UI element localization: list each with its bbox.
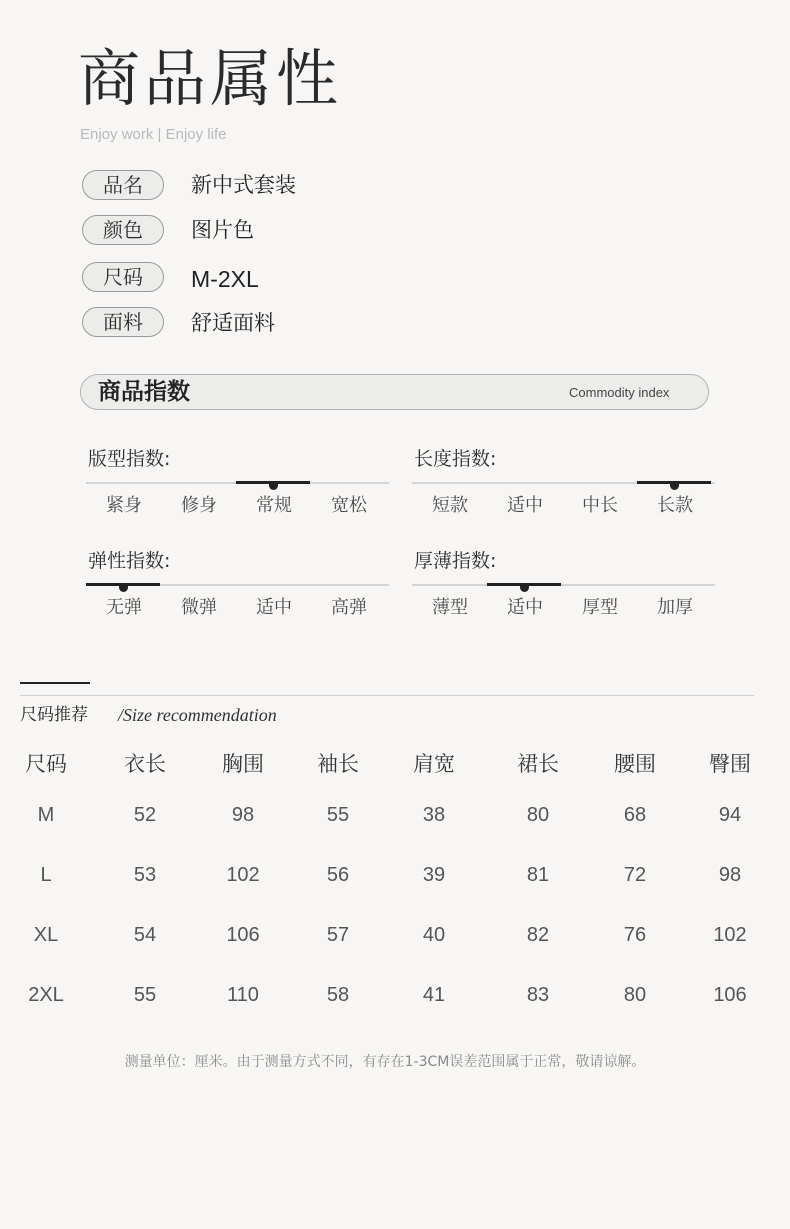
table-cell: 98 [231,804,255,826]
table-header-cell: 裙长 [517,752,559,776]
table-header-cell: 胸围 [222,752,264,776]
index-option: 紧身 [106,495,142,516]
table-cell: 106 [713,984,747,1006]
index-group-title: 厚薄指数: [414,550,497,572]
table-cell: 102 [713,924,747,946]
index-option: 适中 [507,495,543,516]
table-cell: 98 [718,864,742,886]
table-cell: 57 [326,924,350,946]
measurement-note: 测量单位：厘米。由于测量方式不同，有存在1-3CM误差范围属于正常，敬请谅解。 [124,1054,646,1070]
table-cell: 52 [133,804,157,826]
index-option: 厚型 [582,597,618,618]
table-cell: 76 [623,924,647,946]
table-cell: 53 [133,864,157,886]
table-cell: 102 [226,864,260,886]
index-option: 薄型 [432,597,468,618]
index-option: 宽松 [331,495,367,516]
index-option: 短款 [432,495,468,516]
index-group-title: 弹性指数: [88,550,171,572]
table-cell: 80 [526,804,550,826]
table-cell: 80 [623,984,647,1006]
table-cell: 41 [422,984,446,1006]
attr-label-size: 尺码 [82,262,164,292]
commodity-index-title: 商品指数 [98,379,190,405]
table-cell: 58 [326,984,350,1006]
table-header-cell: 腰围 [614,752,656,776]
table-cell: 54 [133,924,157,946]
table-cell: 82 [526,924,550,946]
table-cell: 83 [526,984,550,1006]
table-cell: XL [33,924,59,946]
table-cell: 72 [623,864,647,886]
table-cell: M [37,804,55,826]
page-title: 商品属性 [78,42,343,115]
index-group-title: 长度指数: [414,448,497,470]
table-cell: 39 [422,864,446,886]
table-cell: 55 [133,984,157,1006]
index-option: 加厚 [657,597,693,618]
table-header-cell: 衣长 [124,752,166,776]
index-option: 适中 [507,597,543,618]
index-selected-marker [670,483,679,490]
table-cell: 106 [226,924,260,946]
index-option: 常规 [256,495,292,516]
attr-value-name: 新中式套装 [191,173,296,197]
index-selected-marker [520,585,529,592]
index-group-title: 版型指数: [88,448,171,470]
table-cell: 110 [227,984,259,1006]
table-header-cell: 肩宽 [413,752,455,776]
table-cell: 2XL [28,984,64,1006]
page-subtitle: Enjoy work | Enjoy life [80,126,227,143]
table-cell: 38 [422,804,446,826]
size-section-divider [20,695,754,696]
index-option: 适中 [256,597,292,618]
attr-value-color: 图片色 [191,218,254,242]
table-header-cell: 臀围 [709,752,751,776]
index-option: 微弹 [181,597,217,618]
index-option: 修身 [181,495,217,516]
table-header-cell: 尺码 [25,752,67,776]
table-cell: L [40,864,52,886]
index-option: 长款 [657,495,693,516]
index-selected-marker [119,585,128,592]
attr-label-name: 品名 [82,170,164,200]
table-cell: 68 [623,804,647,826]
attr-value-fabric: 舒适面料 [191,311,275,335]
index-option: 无弹 [106,597,142,618]
index-track [412,584,715,586]
table-cell: 40 [422,924,446,946]
size-section-title: 尺码推荐 [20,705,88,725]
size-section-subtitle: /Size recommendation [118,705,277,725]
table-header-cell: 袖长 [317,752,359,776]
attr-value-size: M-2XL [191,266,259,292]
index-option: 中长 [582,495,618,516]
commodity-index-subtitle: Commodity index [569,385,670,400]
table-cell: 81 [526,864,550,886]
table-cell: 56 [326,864,350,886]
table-cell: 55 [326,804,350,826]
attr-label-color: 颜色 [82,215,164,245]
attr-label-fabric: 面料 [82,307,164,337]
index-selected-marker [269,483,278,490]
table-cell: 94 [718,804,742,826]
size-section-accent [20,682,90,684]
index-option: 高弹 [331,597,367,618]
